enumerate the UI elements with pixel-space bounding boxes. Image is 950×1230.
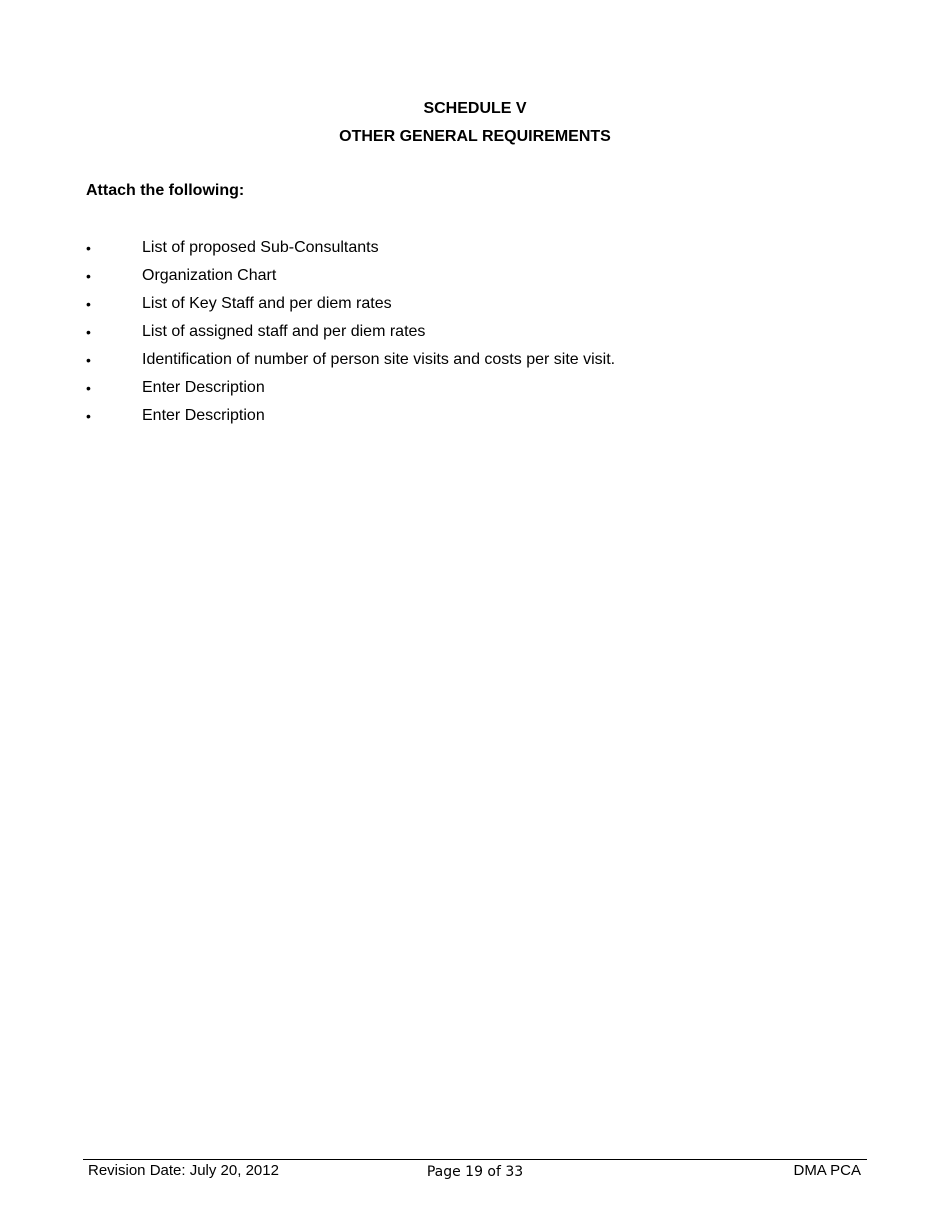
bullet-icon: • xyxy=(86,324,91,340)
list-item xyxy=(86,322,615,350)
requirements-list xyxy=(86,238,615,434)
list-item xyxy=(86,238,615,266)
list-item xyxy=(86,378,615,406)
bullet-icon: • xyxy=(86,352,91,368)
list-item-text: List of Key Staff and per diem rates xyxy=(142,295,392,312)
list-item xyxy=(86,406,615,434)
list-item-text: Organization Chart xyxy=(142,267,277,284)
footer-page-number: Page 19 of 33 xyxy=(426,1164,524,1180)
list-item-text: Identification of number of person site visits and costs per site visit. xyxy=(142,351,616,368)
attach-instruction: Attach the following: xyxy=(86,182,245,199)
list-item xyxy=(86,294,615,322)
list-item-text: Enter Description xyxy=(142,407,265,424)
list-item-text: List of proposed Sub-Consultants xyxy=(142,239,379,256)
footer-revision-date: Revision Date: July 20, 2012 xyxy=(88,1162,279,1179)
list-item-text: Enter Description xyxy=(142,379,265,396)
footer-document-name: DMA PCA xyxy=(793,1162,861,1179)
schedule-subtitle: OTHER GENERAL REQUIREMENTS xyxy=(339,128,611,145)
list-item-text: List of assigned staff and per diem rates xyxy=(142,323,426,340)
bullet-icon: • xyxy=(86,240,91,256)
footer-divider xyxy=(83,1159,867,1160)
schedule-title: SCHEDULE V xyxy=(423,100,527,117)
bullet-icon: • xyxy=(86,408,91,424)
list-item xyxy=(86,266,615,294)
bullet-icon: • xyxy=(86,268,91,284)
bullet-icon: • xyxy=(86,296,91,312)
list-item xyxy=(86,350,615,378)
bullet-icon: • xyxy=(86,380,91,396)
